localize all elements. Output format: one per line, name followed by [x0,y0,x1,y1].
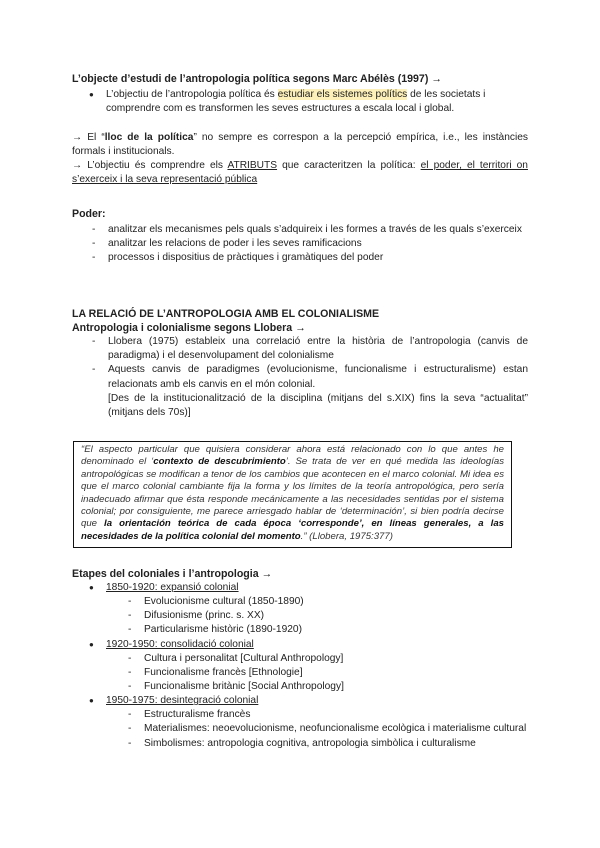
paragraph: → L’objectiu és comprendre els ATRIBUTS que caracteritzen la política: el poder, el territori on s’exerceix i la seva representació pública [72,160,528,185]
period-item [72,694,528,708]
section-colonialisme [72,307,528,420]
list-item: - Cultura i personalitat [Cultural Anthropology] [72,652,528,666]
list-item: ● L’objectiu de l’antropologia política és estudiar els sistemes polítics de les societats i comprendre com es transformen les seves estructures a escala local i global. [72,88,528,116]
list-item: - Evolucionisme cultural (1850-1890) [72,595,528,609]
list-item: - Aquests canvis de paradigmes (evolucionisme, funcionalisme i estructuralisme) estan relacionats amb els canvis en el món colonial. [72,363,528,391]
list-item: - Estructuralisme francès [72,708,528,722]
period-list [72,694,528,708]
section-etapes [72,567,528,751]
bullet-list [72,88,528,116]
list-item: - Funcionalisme francès [Ethnologie] [72,666,528,680]
dash-list [72,335,528,392]
highlighted-text: estudiar els sistemes polítics [277,89,408,100]
list-item: - Funcionalisme britànic [Social Anthropology] [72,680,528,694]
quote-box: “El aspecto particular que quisiera considerar ahora está relacionado con lo que antes he denominado el ‘contexto de descubrimiento’. Se trata de ver en qué medida las ideologías antropológicas se modifican a tenor de los cambios que acontecen en el marco colonial. Mi idea es que el marco colonial cambiante fija la forma y los límites de la teoría antropológica, pero sería inadecuado afirmar que ésta responde mecánicamente a las necesidades sentidas por el sistema colonial; por consiguiente, me parece arriesgado hablar de ‘determinación’, si bien podría decirse que la orientación teórica de cada época ‘corresponde’, en líneas generales, a las necesidades de la política colonial del momento.” (Llobera, 1975:377) [73,441,512,548]
period-label: 1950-1975: desintegració colonial [106,695,259,707]
paragraph: → El “lloc de la política” no sempre es correspon a la percepció empírica, i.e., les instàncies formals i institucionals. [72,132,529,157]
section-subtitle: Antropologia i colonialisme segons Llobera → [72,322,306,334]
section-title: LA RELACIÓ DE L’ANTROPOLOGIA AMB EL COLONIALISME [72,308,380,320]
dash-list [72,652,528,695]
list-item: - Materialismes: neoevolucionisme, neofuncionalisme ecològica i materialisme cultural [72,722,528,736]
period-label: 1850-1920: expansió colonial [106,582,239,593]
dash-list [72,223,528,266]
section-title: L’objecte d’estudi de l’antropologia política segons Marc Abélès (1997) → [72,73,442,85]
bracket-note: [Des de la institucionalització de la disciplina (mitjans del s.XIX) fins la seva “actualitat” (mitjans dels 70s)] [108,392,528,418]
dash-list [72,708,528,751]
period-item [72,581,528,595]
period-item [72,638,528,652]
section-title: Etapes del coloniales i l’antropologia → [72,568,273,580]
list-item: - analitzar les relacions de poder i les seves ramificacions [72,237,528,251]
list-item: - Particularisme històric (1890-1920) [72,623,528,637]
section-title: Poder: [72,208,106,220]
list-item: - Difusionisme (princ. s. XX) [72,609,528,623]
period-list [72,638,528,652]
section-poder [72,207,528,266]
list-item: - Simbolismes: antropologia cognitiva, antropologia simbòlica i culturalisme [72,737,528,751]
list-item: - processos i dispositius de pràctiques i gramàtiques del poder [72,251,528,265]
period-list [72,581,528,595]
list-item: - analitzar els mecanismes pels quals s’adquireix i les formes a través de les quals s’exerceix [72,223,528,237]
dash-list [72,595,528,638]
period-label: 1920-1950: consolidació colonial [106,638,254,650]
list-item: - Llobera (1975) estableix una correlació entre la història de l’antropologia (canvis de paradigma) i el desenvolupament del colonialisme [72,335,528,363]
section-abeles [72,72,528,187]
